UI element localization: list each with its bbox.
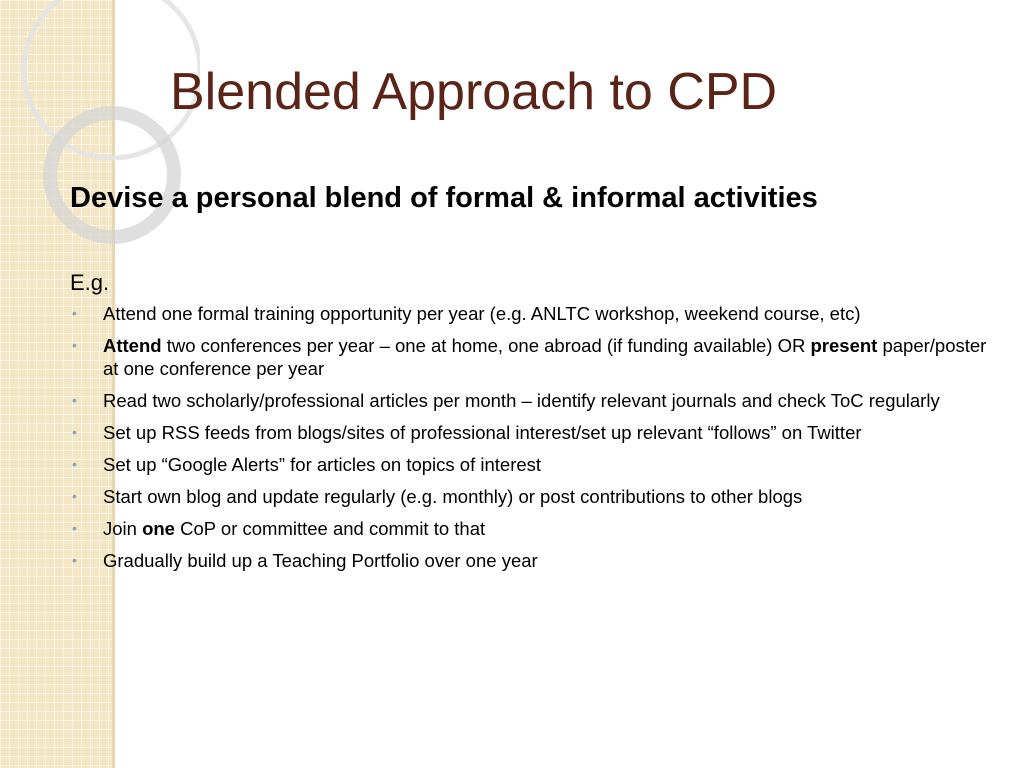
list-item-text: Gradually build up a Teaching Portfolio over one year [103, 550, 538, 571]
bullet-icon: • [72, 456, 77, 472]
list-item-bold: one [142, 518, 175, 539]
list-item-text: Read two scholarly/professional articles per month – identify relevant journals and check ToC regularly [103, 390, 940, 411]
list-item-bold: present [810, 335, 878, 356]
list-item-text: two conferences per year – one at home, one abroad (if funding available) OR [161, 335, 811, 356]
list-item-text: Start own blog and update regularly (e.g. monthly) or post contributions to other blogs [103, 486, 803, 507]
bullet-icon: • [72, 520, 77, 536]
slide-body [70, 180, 990, 581]
list-item [70, 421, 990, 444]
list-item-text: CoP or committee and commit to that [174, 518, 486, 539]
list-item-text: Join [103, 518, 143, 539]
list-item-text: Set up RSS feeds from blogs/sites of professional interest/set up relevant “follows” on Twitter [103, 422, 862, 443]
lead-text: Devise a personal blend of formal & informal activities [70, 182, 818, 214]
list-item-text: Attend one formal training opportunity per year (e.g. ANLTC workshop, weekend course, etc) [103, 303, 861, 324]
bullet-icon: • [72, 305, 77, 321]
slide-title: Blended Approach to CPD [170, 63, 778, 121]
list-item [70, 517, 990, 540]
bullet-icon: • [72, 552, 77, 568]
list-item [70, 302, 990, 325]
bullet-icon: • [72, 392, 77, 408]
list-item [70, 453, 990, 476]
list-item-bold: Attend [103, 335, 162, 356]
list-item [70, 485, 990, 508]
list-item-text: Set up “Google Alerts” for articles on topics of interest [103, 454, 542, 475]
example-label: E.g. [70, 270, 110, 295]
list-item-text: paper/poster at one conference per year [103, 335, 987, 379]
list-item [70, 549, 990, 572]
list-item [70, 334, 990, 380]
bullet-icon: • [72, 424, 77, 440]
bullet-icon: • [72, 337, 77, 353]
bullet-icon: • [72, 488, 77, 504]
activity-list [70, 302, 990, 572]
list-item [70, 389, 990, 412]
